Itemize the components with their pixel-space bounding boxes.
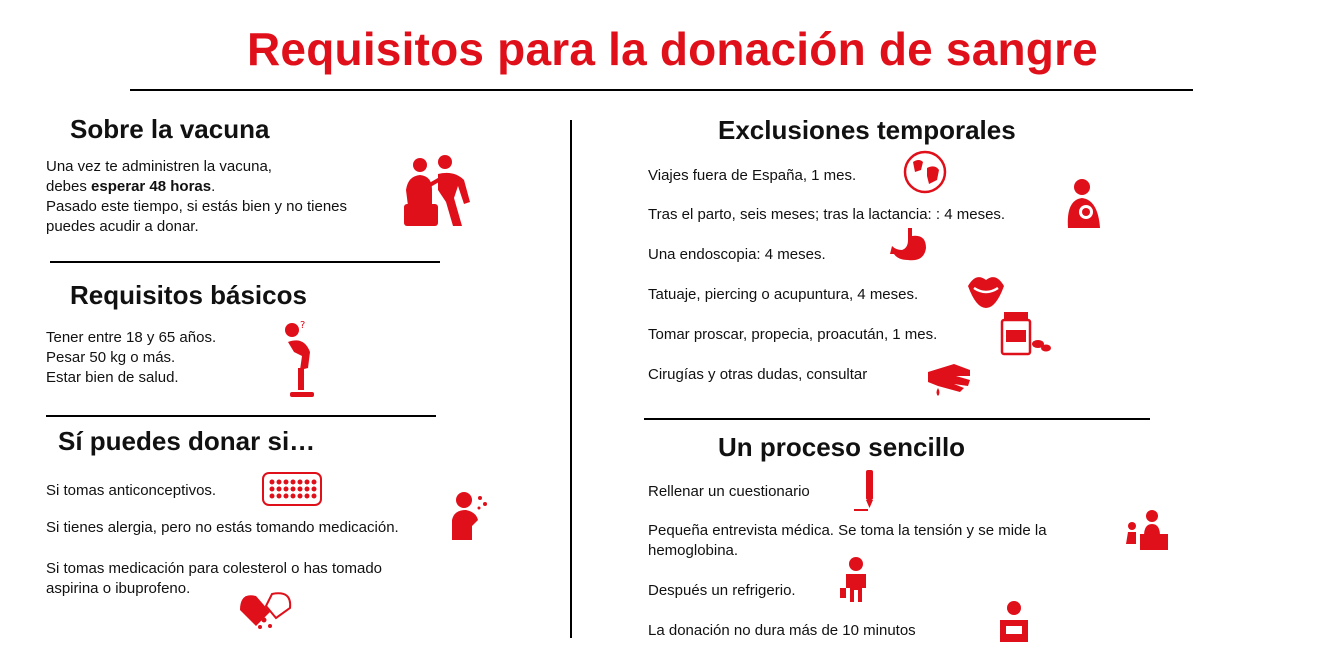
proceso-item-3: Después un refrigerio. [648, 582, 796, 599]
vacuna-line-1: Una vez te administren la vacuna, [46, 158, 272, 175]
allergy-person-icon [448, 490, 490, 540]
doctor-desk-icon [1124, 508, 1170, 552]
pen-icon [852, 468, 878, 512]
svg-text:?: ? [300, 320, 306, 331]
exclusion-item-6: Cirugías y otras dudas, consultar [648, 366, 868, 383]
vacuna-line-3: Pasado este tiempo, si estás bien y no tienes [46, 198, 348, 215]
proceso-heading: Un proceso sencillo [718, 432, 966, 462]
puedes-item-1: Si tomas anticonceptivos. [46, 482, 217, 499]
globe-icon [903, 150, 947, 194]
exclusion-item-1: Viajes fuera de España, 1 mes. [648, 167, 857, 184]
exclusion-item-4: Tatuaje, piercing o acupuntura, 4 meses. [648, 286, 919, 303]
exclusiones-divider [644, 418, 1150, 420]
pill-capsule-icon [236, 588, 296, 630]
exclusion-item-2: Tras el parto, seis meses; tras la lactancia: : 4 meses. [648, 206, 1006, 223]
bleeding-hand-icon [924, 356, 974, 398]
vacuna-line-2-post: . [211, 178, 216, 195]
basicos-divider [46, 415, 436, 417]
basicos-line-3: Estar bien de salud. [46, 369, 179, 386]
proceso-item-4: La donación no dura más de 10 minutos [648, 622, 916, 639]
vacuna-line-4: puedes acudir a donar. [46, 218, 199, 235]
proceso-item-1: Rellenar un cuestionario [648, 483, 810, 500]
basicos-line-1: Tener entre 18 y 65 años. [46, 329, 217, 346]
vacuna-line-2 [46, 177, 215, 197]
weighing-scale-person-icon [278, 318, 324, 400]
vacuna-heading: Sobre la vacuna [70, 114, 270, 144]
puedes-item-2: Si tienes alergia, pero no estás tomando medicación. [46, 519, 399, 536]
puedes-heading: Sí puedes donar si… [58, 426, 316, 456]
tattoo-lips-icon [966, 272, 1006, 310]
mother-baby-icon [1064, 178, 1104, 230]
vacuna-line-2-pre: debes [46, 178, 92, 195]
vacuna-divider [50, 261, 440, 263]
proceso-item-2b: hemoglobina. [648, 542, 739, 559]
exclusion-item-5: Tomar proscar, propecia, proacután, 1 mes. [648, 326, 938, 343]
vaccination-icon [398, 150, 478, 230]
basicos-line-2: Pesar 50 kg o más. [46, 349, 176, 366]
column-divider [570, 120, 572, 638]
exclusion-item-3: Una endoscopia: 4 meses. [648, 246, 826, 263]
medicine-bottle-icon [1000, 310, 1052, 356]
exclusiones-heading: Exclusiones temporales [718, 115, 1016, 145]
proceso-item-2a: Pequeña entrevista médica. Se toma la tensión y se mide la [648, 522, 1047, 539]
contraceptive-pills-icon [262, 472, 322, 506]
stomach-icon [888, 226, 930, 264]
puedes-item-3b: aspirina o ibuprofeno. [46, 580, 191, 597]
vacuna-wait-highlight: esperar 48 horas [91, 178, 212, 195]
person-drink-icon [838, 556, 874, 604]
title-divider [130, 89, 1193, 91]
basicos-heading: Requisitos básicos [70, 280, 307, 310]
donor-chair-icon [996, 600, 1032, 644]
puedes-item-3a: Si tomas medicación para colesterol o has tomado [46, 560, 383, 577]
page-title: Requisitos para la donación de sangre [247, 23, 1098, 75]
